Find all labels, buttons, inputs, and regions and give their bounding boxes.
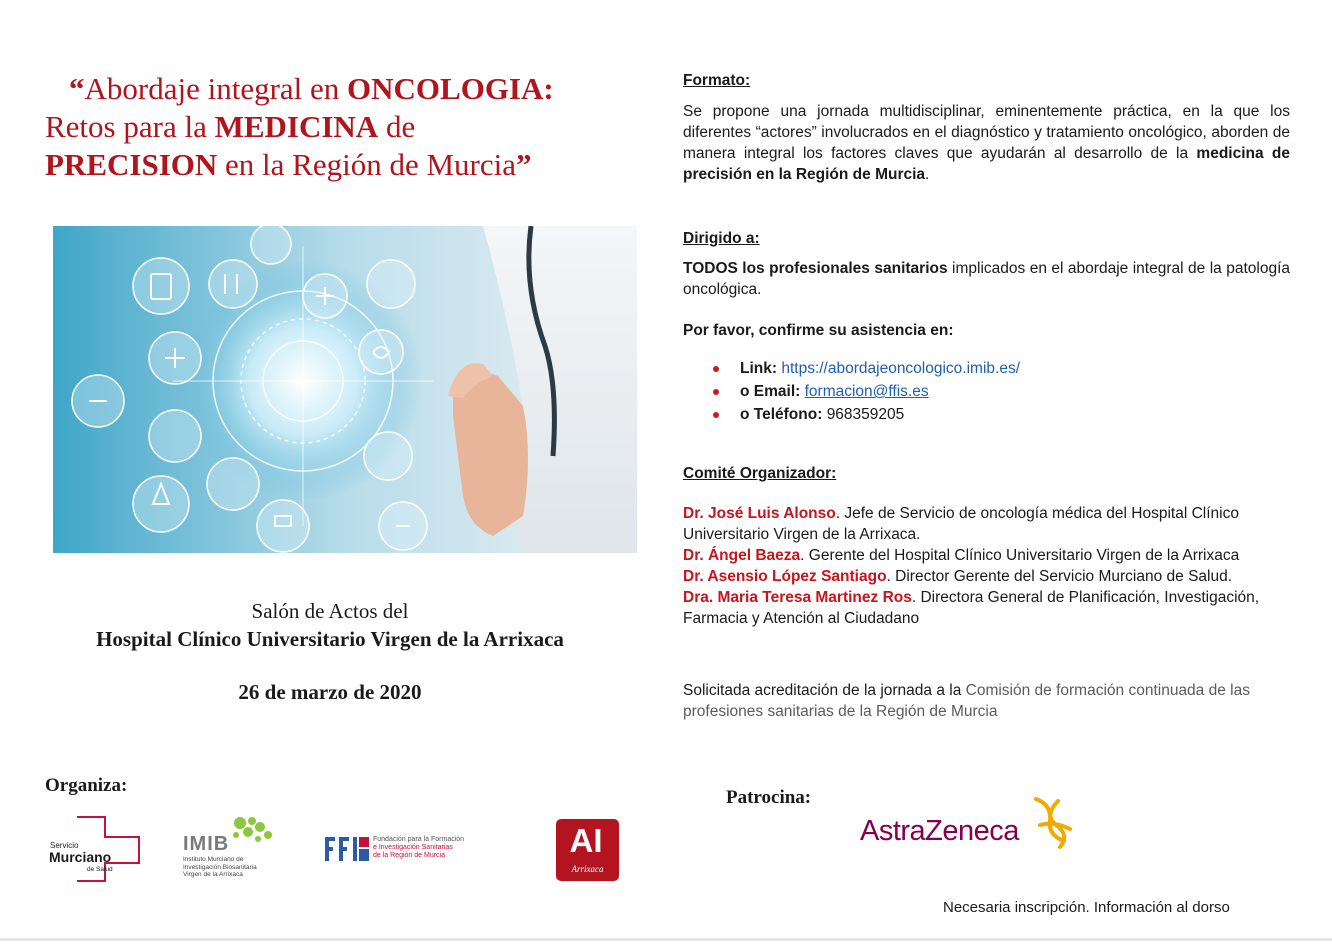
formato-bold: medicina de precisión en la Región de Murcia [683, 145, 1290, 183]
phone-label: o Teléfono: [740, 406, 823, 423]
acreditacion-text: Solicitada acreditación de la jornada a la [683, 682, 966, 699]
email-link[interactable]: formacion@ffis.es [804, 383, 929, 400]
organiza-label: Organiza: [45, 775, 128, 796]
asistencia-section [683, 320, 1290, 427]
title-part3: de [378, 109, 416, 144]
footer-note: Necesaria inscripción. Información al dorso [943, 899, 1230, 916]
ai-arrixaca-logo [556, 819, 619, 881]
asistencia-heading: Por favor, confirme su asistencia en: [683, 322, 954, 339]
member-1-role: . Jefe de Servicio de oncología médica del Hospital Clínico Universitario Virgen de la Arrixaca. [683, 505, 1239, 543]
formato-end: . [925, 166, 930, 183]
member-1 [683, 503, 1290, 545]
comite-section [683, 463, 1290, 629]
hero-image-medical-network [53, 226, 637, 553]
phone-number: 968359205 [826, 406, 905, 423]
dirigido-section [683, 228, 1290, 300]
astrazeneca-wordmark: AstraZeneca [860, 815, 1019, 847]
imib-logo [182, 815, 282, 881]
asistencia-list [683, 358, 1290, 427]
member-4-role: . Directora General de Planificación, Investigación, Farmacia y Atención al Ciudadano [683, 589, 1260, 627]
astrazeneca-symbol-icon [1030, 795, 1078, 851]
acreditacion-note [683, 680, 1290, 722]
imib-name-line1: Instituto Murciano de [183, 856, 244, 863]
ffis-name-line1: Fundación para la Formación [373, 836, 465, 843]
title-part4: en la Región de Murcia [217, 147, 516, 182]
registration-link[interactable]: https://abordajeoncologico.imib.es/ [781, 360, 1021, 377]
title-close-quote: ” [515, 147, 532, 182]
sms-de-salud-text: de Salud [87, 866, 113, 873]
member-4 [683, 587, 1290, 629]
dirigido-text [683, 258, 1290, 300]
title-part2: Retos para la [45, 109, 215, 144]
title-precision: PRECISION [45, 147, 218, 182]
formato-body: Se propone una jornada multidisciplinar, eminentemente práctica, en la que los diferentes “actores” involucrados en el diagnóstico y tratamiento oncológico, aborden de manera integral los factores claves que ayudarán al desarrollo de la [683, 103, 1290, 162]
dirigido-heading: Dirigido a: [683, 230, 760, 247]
member-2-name: Dr. Ángel Baeza [683, 547, 801, 564]
dirigido-bold: TODOS los profesionales sanitarios [683, 260, 948, 277]
list-item-phone [683, 404, 1290, 427]
comite-heading: Comité Organizador: [683, 465, 837, 482]
email-label: o Email: [740, 383, 801, 400]
imib-name-line3: Virgen de la Arrixaca [183, 871, 243, 878]
medical-technology-illustration [53, 226, 637, 553]
venue-block [0, 597, 660, 705]
link-label: Link: [740, 360, 778, 377]
astrazeneca-logo [860, 795, 1080, 855]
servicio-murciano-de-salud-logo [47, 815, 142, 883]
list-item-email [683, 381, 1290, 404]
ai-letters: AI [569, 822, 603, 859]
venue-line1: Salón de Actos del [251, 599, 409, 623]
imib-name-line2: Investigación Biosanitaria [183, 863, 257, 871]
member-2-role: . Gerente del Hospital Clínico Universitario Virgen de la Arrixaca [800, 547, 1240, 564]
imib-acronym: IMIB [183, 833, 230, 855]
ai-arrixaca-text: Arrixaca [571, 864, 604, 874]
ffis-name-line2: e Investigación Sanitarias [373, 844, 453, 851]
sms-servicio-text: Servicio [50, 841, 79, 850]
patrocina-label: Patrocina: [726, 787, 812, 808]
member-4-name: Dra. Maria Teresa Martinez Ros [683, 589, 912, 606]
ffis-mark-icon [325, 835, 371, 863]
member-1-name: Dr. José Luis Alonso [683, 505, 836, 522]
imib-full-name [183, 856, 283, 879]
list-item-link [683, 358, 1290, 381]
acreditacion-commission: Comisión de formación continuada de las profesiones sanitarias de la Región de Murcia [683, 682, 1250, 720]
dirigido-body: implicados en el abordaje integral de la patología oncológica. [683, 260, 1290, 298]
venue-hospital-name: Hospital Clínico Universitario Virgen de la Arrixaca [96, 627, 564, 651]
title-medicina: MEDICINA [214, 109, 379, 144]
member-2 [683, 545, 1290, 566]
member-3 [683, 566, 1290, 587]
bottom-divider [0, 938, 1332, 941]
event-title [45, 70, 645, 184]
comite-members [683, 503, 1290, 629]
title-open-quote: “ [69, 71, 85, 106]
ffis-logo [325, 834, 490, 864]
sms-murciano-text: Murciano [49, 849, 112, 865]
title-part1: Abordaje integral en [84, 71, 348, 106]
formato-text [683, 101, 1290, 185]
formato-heading: Formato: [683, 72, 751, 89]
member-3-role: . Director Gerente del Servicio Murciano de Salud. [886, 568, 1233, 585]
event-date: 26 de marzo de 2020 [238, 680, 422, 704]
ffis-full-name [373, 836, 493, 860]
member-3-name: Dr. Asensio López Santiago [683, 568, 887, 585]
title-oncologia: ONCOLOGIA: [347, 71, 554, 106]
formato-section [683, 70, 1290, 185]
ffis-name-line3: de la Región de Murcia [373, 852, 445, 859]
